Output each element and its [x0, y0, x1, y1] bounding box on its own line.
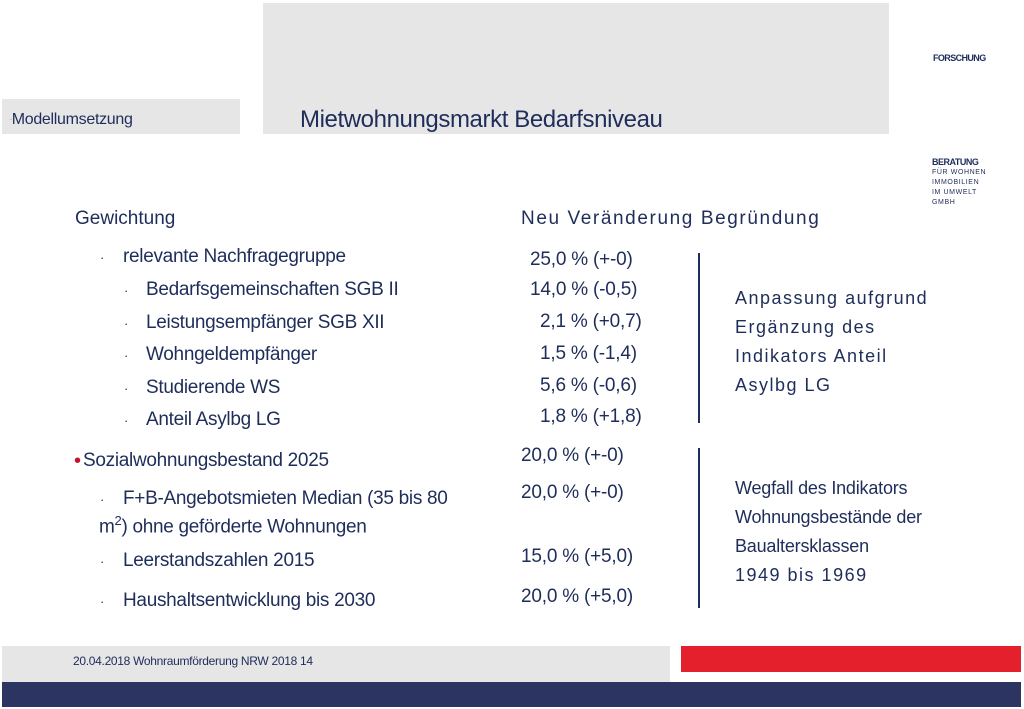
logo-sub-line: GMBH — [932, 199, 956, 206]
reason-line: Asylbg LG — [735, 375, 832, 395]
value-cell: 1,5 % (-1,4) — [540, 343, 637, 364]
logo-sub-line: IMMOBILIEN — [932, 179, 980, 186]
footer-navy-bar — [2, 682, 1021, 707]
reason-line: Indikators Anteil — [735, 346, 888, 366]
column-header-left: Gewichtung — [75, 208, 176, 229]
bullet-dot: · — [124, 283, 129, 298]
bullet-dot: · — [100, 594, 105, 609]
reason-line: Wohnungsbestände der — [735, 507, 922, 527]
list-item: Leerstandszahlen 2015 — [123, 550, 315, 571]
value-cell: 15,0 % (+5,0) — [521, 546, 633, 567]
bullet-dot: · — [124, 381, 129, 396]
list-item-continuation: $m^2$) ohne geförderte Wohnungen — [99, 513, 367, 538]
footer-red-bar — [681, 646, 1021, 672]
list-item: Anteil Asylbg LG — [146, 409, 281, 430]
list-item: F+B-Angebotsmieten Median (35 bis 80 — [123, 488, 448, 509]
reason-line: Anpassung aufgrund — [735, 288, 929, 308]
reason-line: Ergänzung des — [735, 317, 876, 337]
reason-line: 1949 bis 1969 — [735, 565, 868, 585]
bullet-dot: · — [100, 492, 105, 507]
list-item: Sozialwohnungsbestand 2025 — [83, 450, 329, 471]
value-cell: 14,0 % (-0,5) — [530, 279, 638, 300]
value-cell: 20,0 % (+5,0) — [521, 586, 633, 607]
value-cell: 20,0 % (+-0) — [521, 445, 624, 466]
logo-beratung: BERATUNG — [932, 157, 979, 167]
logo-sub-line: FÜR WOHNEN — [932, 169, 987, 176]
bullet-dot: · — [100, 554, 105, 569]
red-bullet: • — [74, 450, 82, 472]
value-cell: 25,0 % (+-0) — [530, 249, 633, 270]
value-cell: 2,1 % (+0,7) — [540, 311, 642, 332]
slide-title: Mietwohnungsmarkt Bedarfsniveau — [300, 106, 663, 133]
list-item: Leistungsempfänger SGB XII — [146, 312, 385, 333]
section-label-text: Modellumsetzung — [11, 111, 133, 128]
list-item: Wohngeldempfänger — [146, 344, 317, 365]
section-label: ·Modellumsetzung — [10, 111, 133, 128]
bracket-line-top — [698, 253, 700, 423]
column-header-right: Neu Veränderung Begründung — [521, 208, 821, 229]
logo-forschung: FORSCHUNG — [933, 53, 986, 63]
footer-text: 20.04.2018 Wohnraumförderung NRW 2018 14 — [73, 654, 313, 668]
list-item: Haushaltsentwicklung bis 2030 — [123, 590, 376, 611]
reason-line: Baualtersklassen — [735, 536, 869, 556]
bracket-line-bottom — [698, 448, 700, 608]
value-cell: 1,8 % (+1,8) — [540, 406, 642, 427]
value-cell: 20,0 % (+-0) — [521, 482, 624, 503]
bullet-dot: · — [100, 250, 105, 265]
list-item: relevante Nachfragegruppe — [123, 246, 346, 267]
bullet-dot: · — [124, 413, 129, 428]
list-item: Bedarfsgemeinschaften SGB II — [146, 279, 399, 300]
value-cell: 5,6 % (-0,6) — [540, 375, 637, 396]
logo-sub-line: IM UMWELT — [932, 189, 977, 196]
bullet-dot: · — [124, 316, 129, 331]
bullet-dot: · — [124, 348, 129, 363]
list-item: Studierende WS — [146, 377, 281, 398]
reason-line: Wegfall des Indikators — [735, 478, 908, 498]
